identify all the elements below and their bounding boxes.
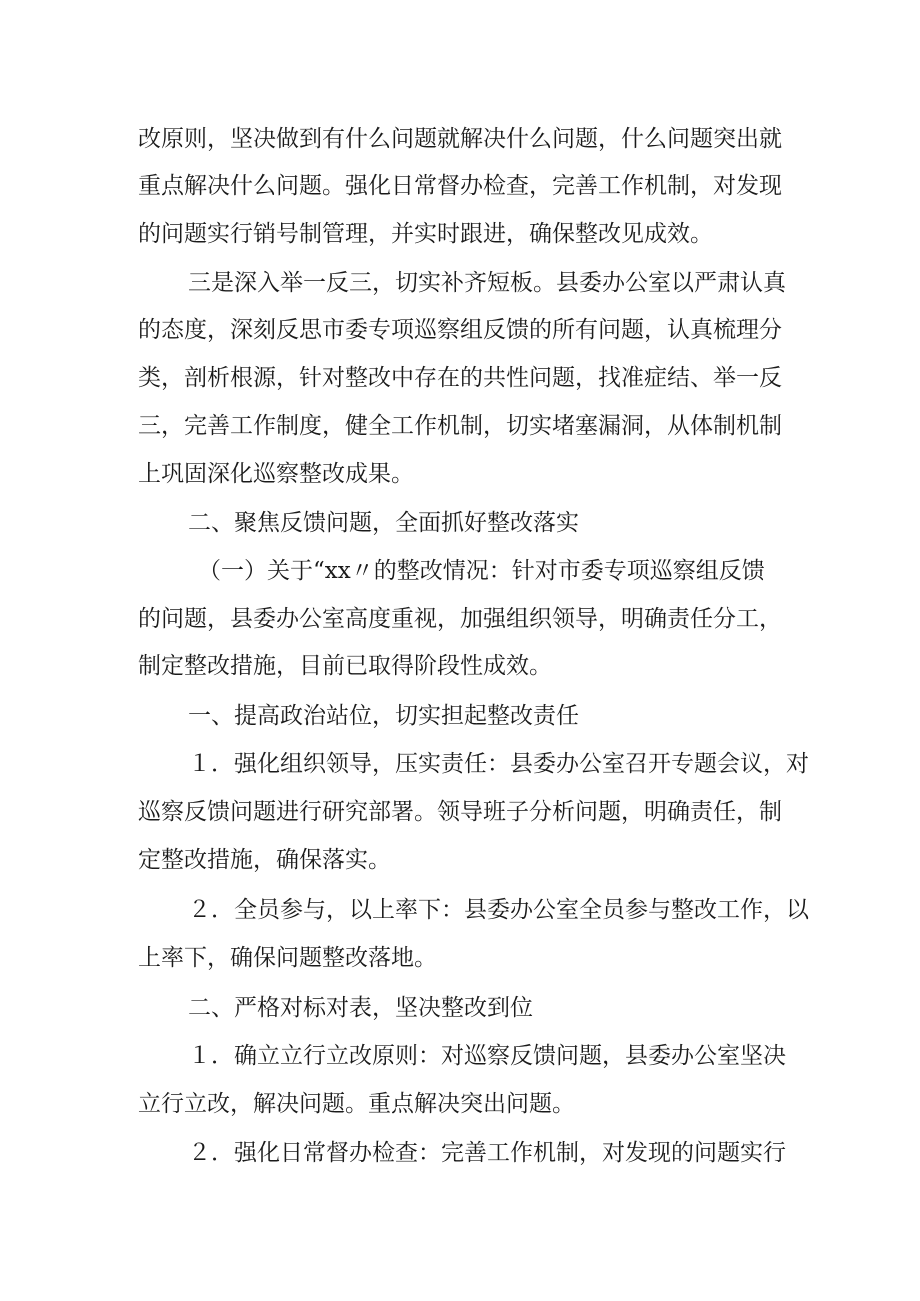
paragraph-line: 立行立改，解决问题。重点解决突出问题。 <box>138 1091 575 1117</box>
paragraph-line: 的问题实行销号制管理，并实时跟进，确保整改见成效。 <box>138 221 713 247</box>
paragraph-line: 重点解决什么问题。强化日常督办检查，完善工作机制，对发现 <box>138 173 782 199</box>
paragraph-line: 制定整改措施，目前已取得阶段性成效。 <box>138 653 552 679</box>
paragraph-line: 巡察反馈问题进行研究部署。领导班子分析问题，明确责任，制 <box>138 799 782 825</box>
paragraph-line: 上巩固深化巡察整改成果。 <box>138 461 414 487</box>
list-item: ２．全员参与，以上率下：县委办公室全员参与整改工作，以 <box>188 897 809 923</box>
paragraph-line: 上率下，确保问题整改落地。 <box>138 945 437 971</box>
section-heading: 二、聚焦反馈问题，全面抓好整改落实 <box>188 510 579 536</box>
section-heading: 一、提高政治站位，切实担起整改责任 <box>188 703 579 729</box>
section-heading: 二、严格对标对表，坚决整改到位 <box>188 995 533 1021</box>
paragraph-line: 的问题，县委办公室高度重视，加强组织领导，明确责任分工， <box>138 606 782 632</box>
paragraph-line: 类，剖析根源，针对整改中存在的共性问题，找准症结、举一反 <box>138 365 782 391</box>
list-item: ２．强化日常督办检查：完善工作机制，对发现的问题实行 <box>188 1140 786 1166</box>
list-item: １．确立立行立改原则：对巡察反馈问题，县委办公室坚决 <box>188 1043 786 1069</box>
paragraph-line: 的态度，深刻反思市委专项巡察组反馈的所有问题，认真梳理分 <box>138 317 782 343</box>
paragraph-line: 定整改措施，确保落实。 <box>138 847 391 873</box>
paragraph-line: 改原则，坚决做到有什么问题就解决什么问题，什么问题突出就 <box>138 126 782 152</box>
paragraph-line: 三，完善工作制度，健全工作机制，切实堵塞漏洞，从体制机制 <box>138 413 782 439</box>
list-item: １．强化组织领导，压实责任：县委办公室召开专题会议，对 <box>188 751 809 777</box>
subsection-heading: （一）关于“xx〃的整改情况：针对市委专项巡察组反馈 <box>198 558 765 584</box>
paragraph-line: 三是深入举一反三，切实补齐短板。县委办公室以严肃认真 <box>188 270 786 296</box>
